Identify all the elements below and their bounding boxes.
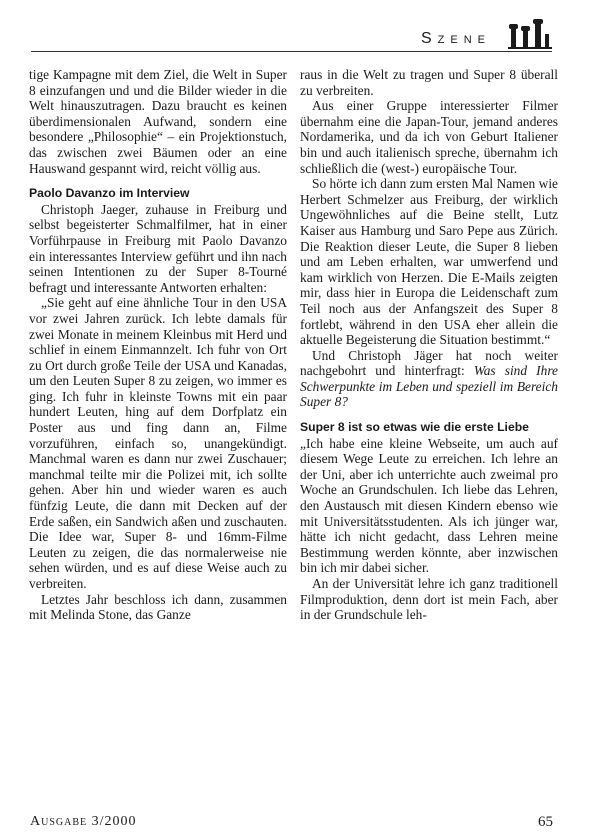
paragraph: „Sie geht auf eine ähnliche Tour in den USA vor zwei Jahren zurück. Ich lebte damals für zwei Monate in meinem Kleinbus mit Herd und schlief in einem Einmannzelt. Ich fuhr von Ort zu Ort durch große Teile der USA und Kanadas, um den Leuten Super 8 zu zeigen, wo immer es ging. Ich fuhr in kleinste Towns mit ein paar hundert Leuten, hing auf dem Dorfplatz ein Poster aus und fing dann an, Filme vorzuführen, einfach so, unangekündigt. Manchmal waren es dann nur zwei Zuschauer; manchmal teilte mir die Polizei mit, ich sollte gehen. Aber hin und wieder waren es auch fünfzig Leute, die dann mit Decken auf der Erde saßen, ein Sandwich aßen und zuschauten. Die Idee war, Super 8- und 16mm-Filme Leuten zu zeigen, die das normalerweise nie sehen würden, und es auf diese Weise auch zu verbreiten.: [29, 295, 287, 591]
paragraph: So hörte ich dann zum ersten Mal Namen wie Herbert Schmelzer aus Freiburg, der wirklich Ungewöhnliches auf die Beine stellt, Lutz Kaiser aus Hamburg und Saro Pepe aus Zürich. Die Reaktion dieser Leute, die Super 8 lieben und am Leben erhalten, war umwerfend und kam wirklich von Herzen. Die E-Mails zeigten mir, dass hier in Europa die Leidenschaft zum Teil noch aus der Anfangszeit des Super 8 fortlebt, während in den USA eher allein die aktuelle Begeisterung die Situation bestimmt.“: [300, 176, 558, 348]
film-reel-icon: [508, 18, 554, 50]
question-lead: Und Christoph Jäger hat noch weiter nachgebohrt und hinterfragt:: [300, 347, 558, 379]
question-text: Was sind Ihre Schwerpunkte im Leben und speziell im Bereich Super 8?: [300, 363, 558, 410]
left-column: [29, 67, 287, 623]
subheading-interview: Paolo Davanzo im Interview: [29, 186, 190, 201]
page-number: 65: [538, 814, 553, 830]
paragraph: Christoph Jaeger, zuhause in Freiburg und selbst begeisterter Schmalfilmer, hat in einer Vorführpause in Freiburg mit Paolo Davanzo ein interessantes Interview geführt und ihn nach seinen Intentionen zu der Super 8-Tourné befragt und interessante Antworten erhalten:: [29, 201, 287, 295]
issue-label: Ausgabe 3/2000: [30, 814, 137, 829]
right-column: [300, 67, 558, 623]
paragraph: [300, 348, 558, 410]
paragraph: tige Kampagne mit dem Ziel, die Welt in Super 8 einzufangen und und die Bilder wieder in die Welt hinauszutragen. Dazu braucht es keinen überdimensionalen Aufwand, sondern eine besondere „Philosophie“ – ein Projektionstuch, das zwischen zwei Bäumen oder an eine Hauswand gespannt wird, reicht völlig aus.: [29, 67, 287, 176]
paragraph: Letztes Jahr beschloss ich dann, zusammen mit Melinda Stone, das Ganze: [29, 591, 287, 623]
header-rule: [31, 51, 552, 52]
paragraph: An der Universität lehre ich ganz traditionell Filmproduktion, denn dort ist mein Fach, aber in der Grundschule leh-: [300, 576, 558, 623]
paragraph: Aus einer Gruppe interessierter Filmer übernahm eine die Japan-Tour, jemand anderes Nordamerika, und da ich von Geburt Italiener bin und auch italienisch spreche, übernahm ich schließlich die (west-) europäische Tour.: [300, 98, 558, 176]
section-title: Szene: [421, 30, 492, 47]
subheading-first-love: Super 8 ist so etwas wie die erste Liebe: [300, 420, 529, 435]
paragraph: raus in die Welt zu tragen und Super 8 überall zu verbreiten.: [300, 67, 558, 98]
paragraph: „Ich habe eine kleine Webseite, um auch auf diesem Wege Leute zu erreichen. Ich lehre an der Uni, aber ich unterrichte auch zweimal pro Woche an Grundschulen. Ich liebe das Lehren, den Austausch mit diesen Kindern ebenso wie mit Universitätsstudenten. Als ich jünger war, hätte ich nicht gedacht, dass Lehren meine Bestimmung werden könnte, aber inzwischen bin ich mir dabei sicher.: [300, 435, 558, 576]
